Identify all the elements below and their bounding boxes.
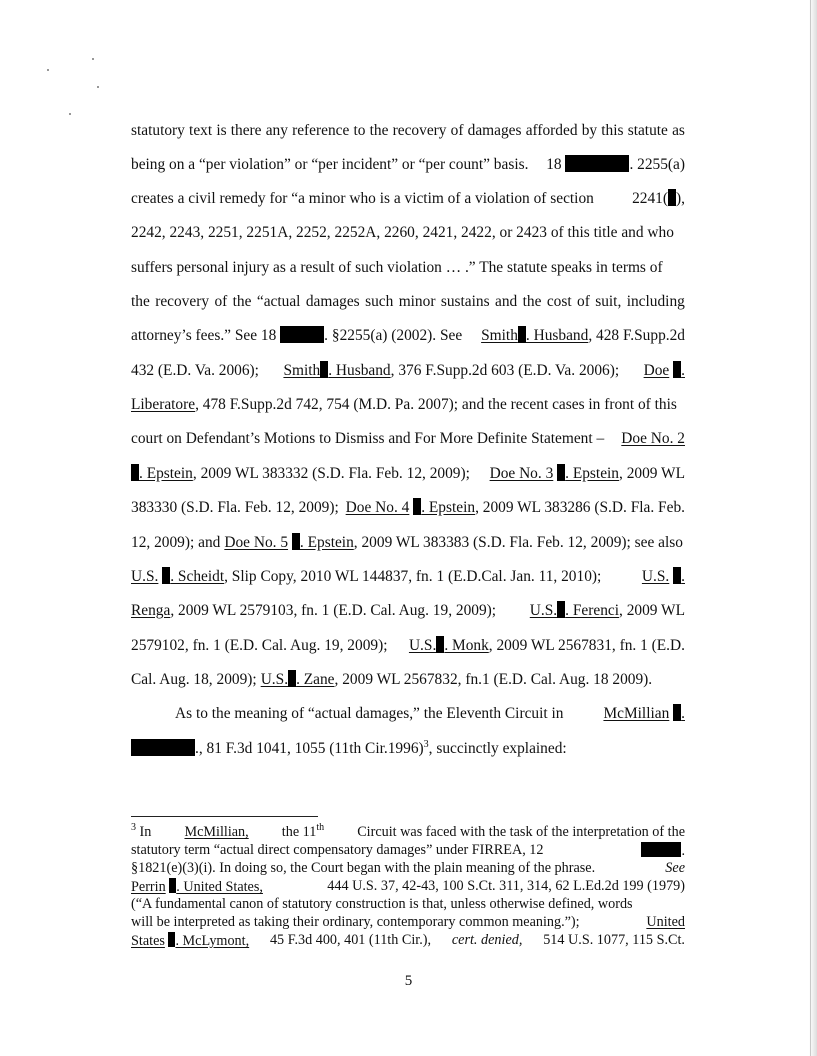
text-run: ), [676,190,685,207]
redaction-block [557,601,565,618]
citation [131,567,601,587]
footnote-line [131,914,685,931]
text-run: (“A fundamental canon of statutory construction is that, unless otherwise defined, words [131,896,633,912]
citation [131,395,677,415]
word: as [672,122,685,139]
text-run: As to the meaning of “actual damages,” the Eleventh Circuit in [175,705,564,722]
case-name: Doe No. 3 [489,465,554,482]
case-name: . [681,568,685,585]
case-name: . [681,705,685,722]
text-run: ., 81 F.3d 1041, 1055 (11th Cir.1996) [195,740,424,757]
case-name: Doe [643,362,670,379]
word: the [131,293,150,310]
redaction-block [280,326,324,343]
citation [409,636,685,656]
text-run: §1821(e)(3)(i). In doing so, the Court began with the plain meaning of the phrase. [131,860,596,876]
citation [283,361,619,381]
case-name: States [131,933,165,949]
text-run: 444 U.S. 37, 42-43, 100 S.Ct. 311, 314, 62 L.Ed.2d 199 (1979) [327,878,685,894]
word: by [581,122,598,139]
word: to [353,122,366,139]
text-run: attorney’s fees.” See 18 [131,327,277,344]
citation [346,498,685,518]
citation [530,601,685,621]
case-name: United [646,914,685,930]
ordinal-suffix: th [316,822,325,833]
case-name: . Epstein [421,499,476,516]
scan-speck [47,69,49,71]
text-run: the 11 [281,824,317,840]
case-name: . Zane [296,671,335,688]
word: reference [292,122,350,139]
text-run: 514 U.S. 1077, 115 S.Ct. [543,932,685,948]
text-run: will be interpreted as taking their ordinary, contemporary common meaning.”); [131,914,580,930]
text-run: , 2009 WL 2567832, fn.1 (E.D. Cal. Aug. 18 2009). [334,671,653,688]
case-name: U.S. [131,568,159,585]
body-line [131,258,685,278]
case-name: . [681,362,685,379]
footnote-separator [131,816,318,817]
text-run: . §2255(a) (2002). See [324,327,463,344]
text-run: , 2009 WL [619,465,685,482]
word: the [522,293,542,310]
word: is [216,122,227,139]
scan-speck [92,58,94,60]
text-run: , 2009 WL 2567831, fn. 1 (E.D. [488,637,685,654]
body-line [131,636,685,656]
body-line [131,464,685,484]
body-line [131,395,685,415]
case-name: McMillian, [184,824,249,840]
word: such [365,293,394,310]
word: sustains [440,293,490,310]
text-run: , succinctly explained: [428,740,567,757]
redaction-block [641,842,681,857]
citation [641,842,685,860]
word: recovery [155,293,210,310]
text-run: 12, 2009); and [131,534,221,551]
word: any [265,122,288,139]
word: text [189,122,213,139]
word: recovery [392,122,447,139]
scan-speck [97,86,99,88]
citation [644,361,685,381]
citation [131,878,263,896]
redaction-block [288,670,296,687]
case-name: U.S. [408,637,437,654]
footnote-line [131,842,685,860]
citation [632,189,685,209]
footnote-line [131,860,685,877]
redaction-block [557,464,565,481]
case-name: . Scheidt [170,568,225,585]
body-line [131,223,685,243]
scan-speck [69,113,71,115]
case-name: McMillian [603,705,670,722]
case-name: U.S. [260,671,289,688]
case-name: Doe No. 4 [345,499,410,516]
case-name: . Monk [444,637,489,654]
word: and [494,293,518,310]
redaction-block [292,533,300,550]
redaction-block [565,155,629,172]
citation [261,670,652,690]
text-run: 2241( [632,190,669,207]
case-name: Liberatore [131,396,196,413]
footnote-reference: 3 [423,739,429,750]
citation [131,464,470,484]
body-line [131,326,685,346]
word: damages [467,122,522,139]
redaction-block [668,189,676,206]
text-run: , 2009 WL [619,602,685,619]
footnote-line [131,824,685,841]
text-run: creates a civil remedy for “a minor who is a victim of a violation of section [131,190,594,207]
text-run: 45 F.3d 400, 401 (11th Cir.), [269,932,432,948]
word: afforded [525,122,578,139]
case-name: Renga [131,602,171,619]
citation [546,155,685,175]
text-run: , 2009 WL 383383 (S.D. Fla. Feb. 12, 2009); see also [353,534,683,551]
case-name: U.S. [641,568,670,585]
citation [131,326,462,346]
footnote-marker: 3 [131,822,136,833]
case-name: Smith [481,327,518,344]
citation [131,601,496,621]
footnote-line [131,878,685,896]
case-name: . Epstein [299,534,354,551]
word: minor [398,293,436,310]
case-name: . McLymont, [175,933,250,949]
redaction-block [131,739,195,756]
citation [481,326,685,346]
body-line [175,704,685,724]
case-name: . Epstein [139,465,193,482]
case-name: Doe No. 5 [224,534,289,551]
page-number: 5 [404,973,413,989]
case-name: U.S. [529,602,558,619]
word: statute [627,122,668,139]
text-run: statutory term “actual direct compensatory damages” under FIRREA, 12 [131,842,544,858]
body-line [131,670,685,690]
citation [490,464,685,484]
redaction-block [131,464,139,481]
case-name: Smith [283,362,321,379]
redaction-block [413,498,421,515]
body-line [131,601,685,621]
text-run: . [681,843,685,859]
text-run: , 428 F.Supp.2d [588,327,685,344]
text-run: , 376 F.Supp.2d 603 (E.D. Va. 2006); [390,362,620,379]
word: this [601,122,624,139]
case-name: . Ferenci [565,602,620,619]
redaction-block [673,567,681,584]
word: of [577,293,590,310]
body-line [131,429,685,449]
word: damages [305,293,360,310]
body-line [131,533,685,553]
word: statutory [131,122,185,139]
text-run: suffers personal injury as a result of such violation … .” The statute speaks in terms of [131,259,663,276]
citation [131,824,151,841]
signal: cert. denied, [451,932,523,948]
word: there [230,122,262,139]
redaction-block [673,704,681,721]
body-line [131,155,685,175]
footnote-line [131,896,685,913]
text-run: 2579102, fn. 1 (E.D. Cal. Aug. 19, 2009); [131,637,388,654]
word: cost [546,293,572,310]
redaction-block [673,361,681,378]
body-line [131,292,685,312]
text-run: Cal. Aug. 18, 2009); [131,671,257,688]
citation [131,932,249,950]
case-name: . Husband [328,362,391,379]
word: including [626,293,685,310]
text-run: 383330 (S.D. Fla. Feb. 12, 2009); [131,499,339,516]
text-run: , 2009 WL 383332 (S.D. Fla. Feb. 12, 2009); [192,465,470,482]
citation [224,533,683,553]
body-line [131,739,685,759]
case-name: . Husband [525,327,589,344]
case-name: Doe No. 2 [621,430,685,447]
body-line [131,189,685,209]
text-run: , 2009 WL 383286 (S.D. Fla. Feb. [475,499,685,516]
signal: See [665,860,685,876]
body-line [131,361,685,381]
word: “actual [256,293,301,310]
text-run: court on Defendant’s Motions to Dismiss and For More Definite Statement – [131,430,605,447]
body-line [131,121,685,141]
scan-edge-line [810,0,811,1056]
case-name: . United States, [176,879,263,895]
case-name: Perrin [131,879,166,895]
text-run: , 2009 WL 2579103, fn. 1 (E.D. Cal. Aug. 19, 2009); [170,602,497,619]
citation [131,739,567,759]
text-run: . 2255(a) [629,156,685,173]
citation [642,567,685,587]
word: the [369,122,389,139]
text-run: , 478 F.Supp.2d 742, 754 (M.D. Pa. 2007); and the recent cases in front of this [195,396,677,413]
word: of [450,122,464,139]
text-run: 432 (E.D. Va. 2006); [131,362,259,379]
text-run: In [139,824,152,840]
text-run: Circuit was faced with the task of the interpretation of the [357,824,685,840]
case-name: . Epstein [565,465,620,482]
citation [603,704,685,724]
text-run: 2242, 2243, 2251, 2251A, 2252, 2252A, 2260, 2421, 2422, or 2423 of this title and who [131,224,674,241]
body-line [131,567,685,587]
text-run: 18 [546,156,562,173]
text-run: , Slip Copy, 2010 WL 144837, fn. 1 (E.D.Cal. Jan. 11, 2010); [224,568,602,585]
word: of [214,293,228,310]
footnote-line [131,932,685,950]
redaction-block [518,326,526,343]
word: suit, [595,293,622,310]
citation [282,824,324,841]
body-line [131,498,685,518]
text-run: being on a “per violation” or “per incident” or “per count” basis. [131,156,529,173]
word: the [232,293,252,310]
